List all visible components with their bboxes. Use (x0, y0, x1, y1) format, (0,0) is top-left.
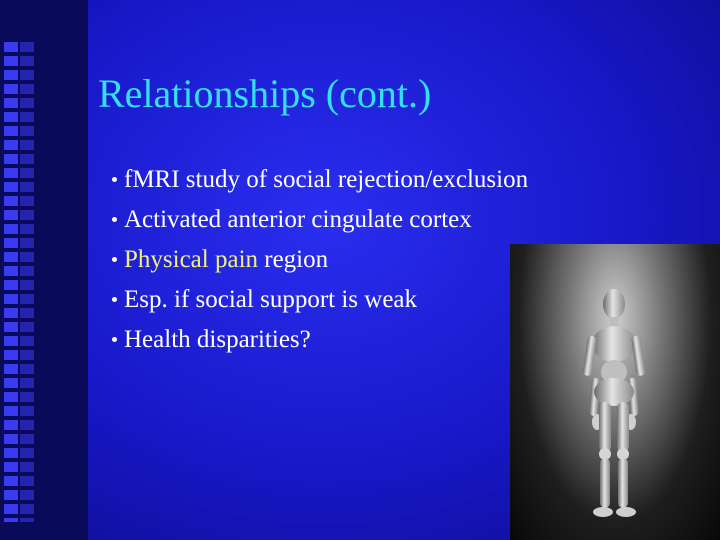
bullet-item (112, 200, 528, 240)
highlighted-phrase: Physical pain (124, 246, 259, 273)
slide-title: Relationships (cont.) (98, 71, 432, 116)
bullet-dot-icon (112, 337, 117, 342)
bullet-text: Health disparities? (124, 326, 311, 353)
mannequin-image (510, 244, 720, 540)
bullet-dot-icon (112, 177, 117, 182)
square-pattern-column (20, 42, 34, 522)
bullet-item (112, 160, 528, 200)
mannequin-figure-icon (510, 244, 720, 540)
bullet-text: fMRI study of social rejection/exclusion (124, 166, 529, 193)
bullet-list (112, 160, 528, 360)
bullet-item (112, 320, 528, 360)
decorative-side-strip (0, 0, 88, 540)
bullet-dot-icon (112, 297, 117, 302)
bullet-dot-icon (112, 217, 117, 222)
bullet-dot-icon (112, 257, 117, 262)
square-pattern-column (4, 42, 18, 522)
bullet-text-rest: region (258, 246, 329, 273)
bullet-text: Activated anterior cingulate cortex (124, 206, 472, 233)
bullet-text: Esp. if social support is weak (124, 286, 418, 313)
bullet-item (112, 280, 528, 320)
bullet-text (124, 246, 328, 274)
bullet-item (112, 240, 528, 280)
